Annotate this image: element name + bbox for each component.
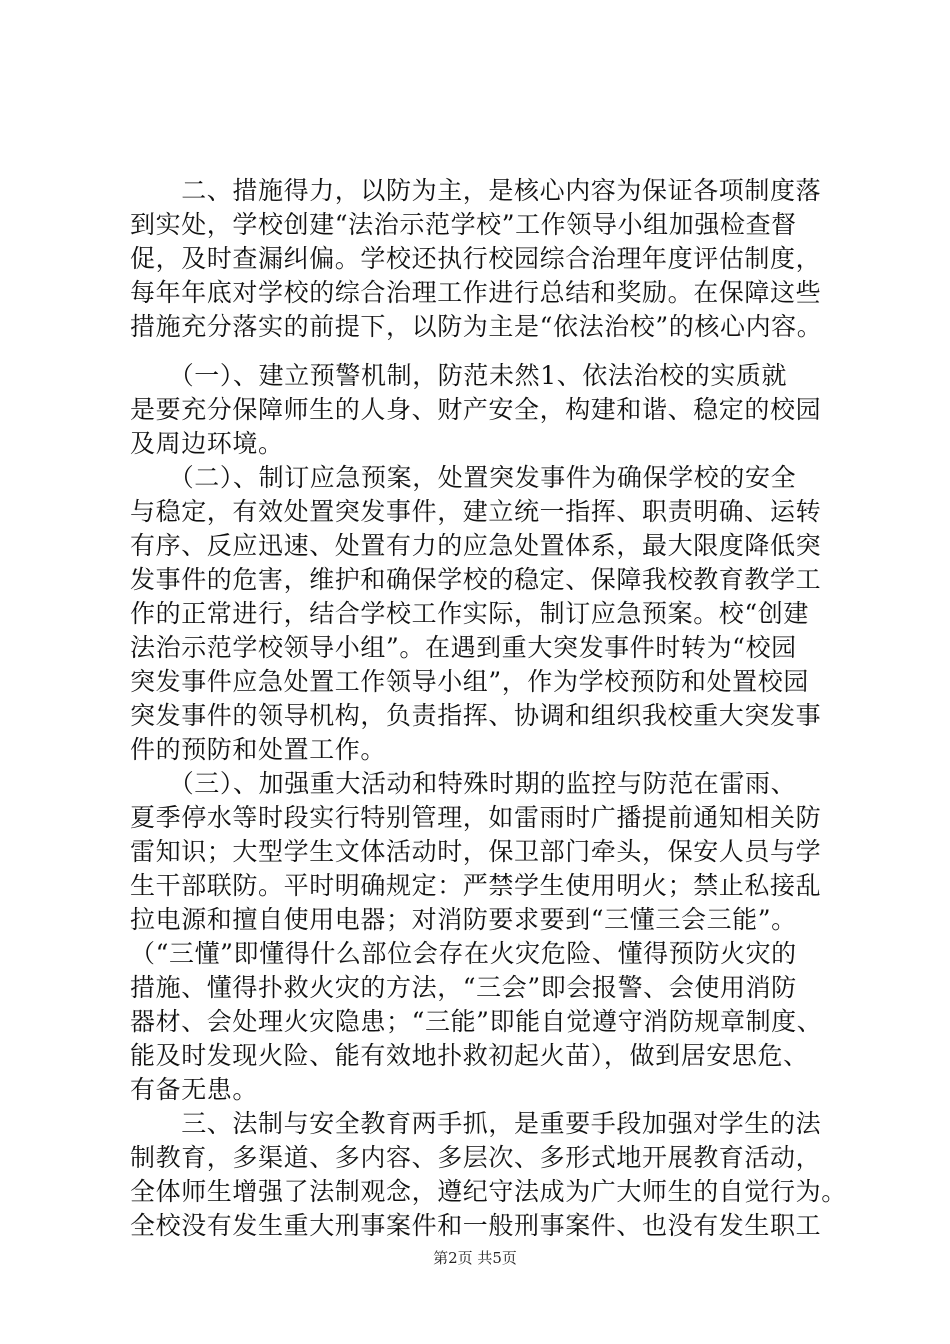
page-number-footer: 第2页 共5页 bbox=[433, 1249, 517, 1267]
text-line: 夏季停水等时段实行特别管理，如雷雨时广播提前通知相关防 bbox=[130, 803, 822, 832]
text-line: 三、法制与安全教育两手抓，是重要手段加强对学生的法 bbox=[130, 1109, 822, 1138]
text-line: 拉电源和擅自使用电器；对消防要求要到“三懂三会三能”。 bbox=[130, 905, 797, 934]
text-line: 雷知识；大型学生文体活动时，保卫部门牵头，保安人员与学 bbox=[130, 837, 822, 866]
text-line: 促，及时查漏纠偏。学校还执行校园综合治理年度评估制度， bbox=[130, 244, 822, 273]
text-line: 件的预防和处置工作。 bbox=[130, 735, 387, 764]
text-line: 生干部联防。平时明确规定：严禁学生使用明火；禁止私接乱 bbox=[130, 871, 822, 900]
text-line: 器材、会处理火灾隐患；“三能”即能自觉遵守消防规章制度、 bbox=[130, 1007, 823, 1036]
text-line: 及周边环境。 bbox=[130, 429, 284, 458]
text-line: 有序、反应迅速、处置有力的应急处置体系，最大限度降低突 bbox=[130, 531, 822, 560]
text-line: （“三懂”即懂得什么部位会存在火灾危险、懂得预防火灾的 bbox=[130, 939, 797, 968]
text-line: 每年年底对学校的综合治理工作进行总结和奖励。在保障这些 bbox=[130, 278, 822, 307]
text-line: 制教育，多渠道、多内容、多层次、多形式地开展教育活动， bbox=[130, 1143, 822, 1172]
text-line: 全体师生增强了法制观念，遵纪守法成为广大师生的自觉行为。 bbox=[130, 1177, 847, 1206]
text-line: （一）、建立预警机制，防范未然1、依法治校的实质就 bbox=[130, 361, 788, 390]
text-line: （三）、加强重大活动和特殊时期的监控与防范在雷雨、 bbox=[130, 769, 797, 798]
text-line: 突发事件应急处置工作领导小组”，作为学校预防和处置校园 bbox=[130, 667, 809, 696]
text-line: 是要充分保障师生的人身、财产安全，构建和谐、稳定的校园 bbox=[130, 395, 822, 424]
text-line: 与稳定，有效处置突发事件，建立统一指挥、职责明确、运转 bbox=[130, 497, 822, 526]
text-line: 有备无患。 bbox=[130, 1075, 259, 1104]
text-line: 发事件的危害，维护和确保学校的稳定、保障我校教育教学工 bbox=[130, 565, 822, 594]
text-line: 二、措施得力，以防为主，是核心内容为保证各项制度落 bbox=[130, 176, 822, 205]
text-line: 措施充分落实的前提下，以防为主是“依法治校”的核心内容。 bbox=[130, 312, 823, 341]
text-line: （二）、制订应急预案，处置突发事件为确保学校的安全 bbox=[130, 463, 797, 492]
text-line: 到实处，学校创建“法治示范学校”工作领导小组加强检查督 bbox=[130, 210, 797, 239]
text-line: 作的正常进行，结合学校工作实际，制订应急预案。校“创建 bbox=[130, 599, 809, 628]
text-line: 法治示范学校领导小组”。在遇到重大突发事件时转为“校园 bbox=[130, 633, 797, 662]
text-line: 能及时发现火险、能有效地扑救初起火苗），做到居安思危、 bbox=[130, 1041, 809, 1070]
text-line: 突发事件的领导机构，负责指挥、协调和组织我校重大突发事 bbox=[130, 701, 822, 730]
text-line: 全校没有发生重大刑事案件和一般刑事案件、也没有发生职工 bbox=[130, 1211, 822, 1240]
text-line: 措施、懂得扑救火灾的方法，“三会”即会报警、会使用消防 bbox=[130, 973, 797, 1002]
